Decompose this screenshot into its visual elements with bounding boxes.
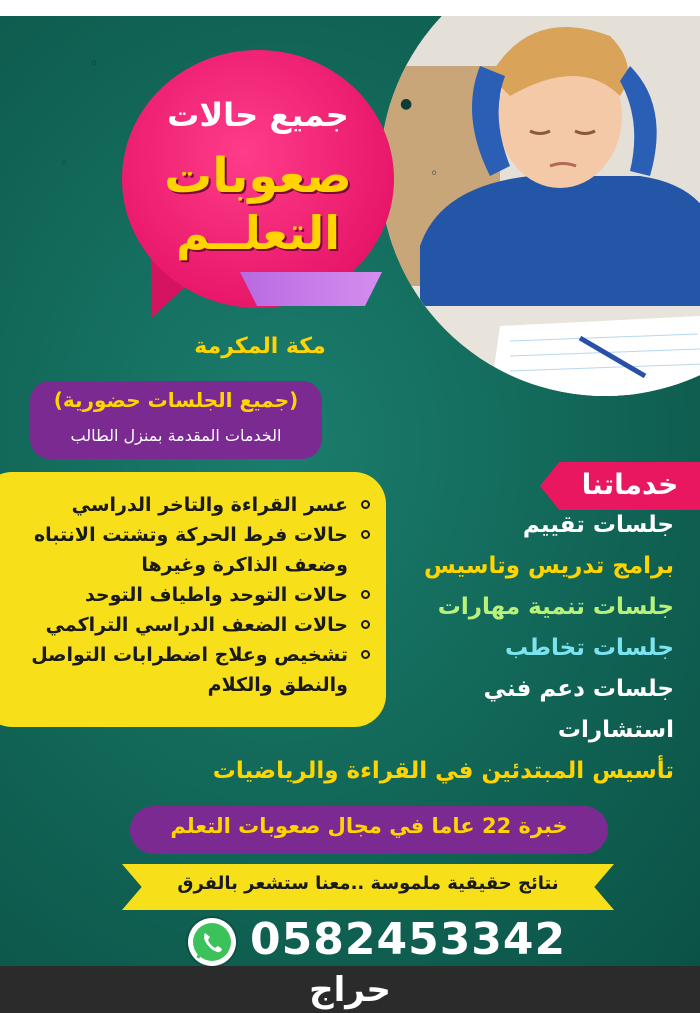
decor-dot: ◦ xyxy=(90,56,99,72)
condition-item: حالات الضعف الدراسي التراكمي xyxy=(8,610,370,640)
bullet-icon xyxy=(361,650,370,659)
poster xyxy=(0,16,700,966)
bullet-icon xyxy=(361,590,370,599)
service-item: جلسات تنمية مهارات xyxy=(437,594,674,620)
headline-line-3: التعلــم xyxy=(175,206,341,260)
services-heading: خدماتنا xyxy=(581,468,679,501)
service-item: جلسات دعم فني xyxy=(483,676,674,702)
experience-text: خبرة 22 عاما في مجال صعوبات التعلم xyxy=(170,814,568,838)
whatsapp-icon[interactable] xyxy=(188,918,236,966)
decor-dot: ◦ xyxy=(430,166,439,182)
boy-photo xyxy=(380,16,700,396)
sessions-pill-subtitle: الخدمات المقدمة بمنزل الطالب xyxy=(70,426,282,445)
phone-number[interactable]: 0582453342 xyxy=(250,914,567,965)
decor-dot: ◦ xyxy=(60,156,69,172)
bullet-icon xyxy=(361,500,370,509)
bullet-icon xyxy=(361,620,370,629)
service-item: تأسيس المبتدئين في القراءة والرياضيات xyxy=(212,758,674,784)
boy-illustration xyxy=(380,16,700,396)
results-text: نتائج حقيقية ملموسة ..معنا ستشعر بالفرق xyxy=(177,873,559,894)
service-item: استشارات xyxy=(557,717,674,743)
condition-item: حالات فرط الحركة وتشتت الانتباه وضعف الذاكرة وغيرها xyxy=(8,520,370,580)
bullet-icon xyxy=(361,530,370,539)
condition-item: تشخيص وعلاج اضطرابات التواصل والنطق والكلام xyxy=(8,640,370,700)
headline-line-2: صعوبات xyxy=(164,148,352,204)
service-item: جلسات تخاطب xyxy=(505,635,674,661)
conditions-list xyxy=(8,490,370,700)
city-label: مكة المكرمة xyxy=(194,334,326,359)
whatsapp-glyph xyxy=(188,918,236,966)
service-item: برامج تدريس وتاسيس xyxy=(423,553,674,579)
speech-bubble-ribbon xyxy=(240,272,382,306)
headline-line-1: جميع حالات xyxy=(167,96,349,134)
service-item: جلسات تقييم xyxy=(522,512,674,538)
decor-dot: ● xyxy=(400,96,413,112)
watermark-logo: حراج xyxy=(309,970,391,1010)
condition-item: عسر القراءة والتاخر الدراسي xyxy=(8,490,370,520)
condition-item: حالات التوحد واطياف التوحد xyxy=(8,580,370,610)
sessions-pill-title: (جميع الجلسات حضورية) xyxy=(53,388,299,412)
